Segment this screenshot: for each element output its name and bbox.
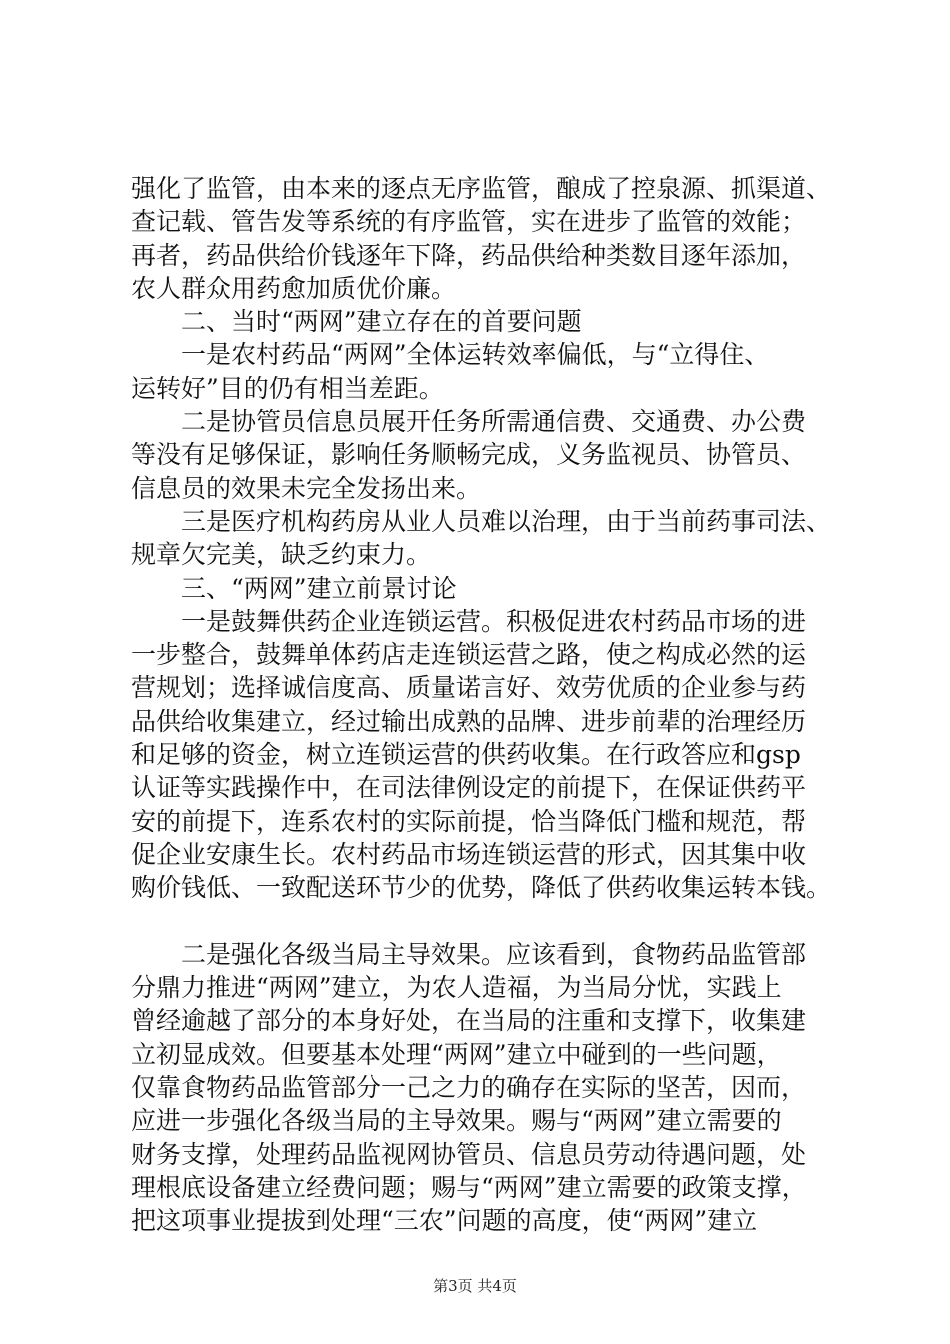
text-line: 规章欠完美，缺乏约束力。 <box>131 540 432 570</box>
text-line: 农人群众用药愈加质优价廉。 <box>131 273 457 303</box>
text-line: 立初显成效。但要基本处理“两网”建立中碰到的一些问题， <box>131 1039 782 1069</box>
text-line: 运转好”目的仍有相当差距。 <box>131 373 444 403</box>
text-line: 等没有足够保证，影响任务顺畅完成，义务监视员、协管员、 <box>131 440 807 470</box>
text-line: 分鼎力推进“两网”建立，为农人造福，为当局分忧，实践上 <box>131 973 782 1003</box>
text-line: 认证等实践操作中，在司法律例设定的前提下，在保证供药平 <box>131 773 807 803</box>
document-body <box>131 172 851 1238</box>
text-line: 二是协管员信息员展开任务所需通信费、交通费、办公费 <box>131 407 807 437</box>
text-line: 一步整合，鼓舞单体药店走连锁运营之路，使之构成必然的运 <box>131 640 807 670</box>
text-line: 二是强化各级当局主导效果。应该看到，食物药品监管部 <box>131 939 807 969</box>
text-line: 曾经逾越了部分的本身好处，在当局的注重和支撑下，收集建 <box>131 1006 807 1036</box>
text-line: 三是医疗机构药房从业人员难以治理，由于当前药事司法、 <box>131 506 832 536</box>
text-line: 查记载、管告发等系统的有序监管，实在进步了监管的效能； <box>131 207 807 237</box>
section-heading: 二、当时“两网”建立存在的首要问题 <box>131 307 582 337</box>
text-line: 财务支撑，处理药品监视网协管员、信息员劳动待遇问题，处 <box>131 1139 807 1169</box>
text-line: 安的前提下，连系农村的实际前提，恰当降低门槛和规范，帮 <box>131 806 807 836</box>
text-line: 一是农村药品“两网”全体运转效率偏低，与“立得住、 <box>131 340 770 370</box>
page-number-footer: 第3页 共4页 <box>433 1277 517 1295</box>
text-line: 信息员的效果未完全发扬出来。 <box>131 473 482 503</box>
section-heading: 三、“两网”建立前景讨论 <box>131 573 457 603</box>
text-line: 营规划；选择诚信度高、质量诺言好、效劳优质的企业参与药 <box>131 673 807 703</box>
text-line: 强化了监管，由本来的逐点无序监管，酿成了控泉源、抓渠道、 <box>131 174 832 203</box>
text-line: 理根底设备建立经费问题；赐与“两网”建立需要的政策支撑， <box>131 1172 807 1202</box>
text-line: 一是鼓舞供药企业连锁运营。积极促进农村药品市场的进 <box>131 606 807 636</box>
text-line: 促企业安康生长。农村药品市场连锁运营的形式，因其集中收 <box>131 839 807 869</box>
paragraph-gap <box>131 905 851 938</box>
text-line: 和足够的资金，树立连锁运营的供药收集。在行政答应和gsp <box>131 740 801 770</box>
text-line: 再者，药品供给价钱逐年下降，药品供给种类数目逐年添加， <box>131 240 807 270</box>
text-line: 把这项事业提拔到处理“三农”问题的高度，使“两网”建立 <box>131 1206 758 1236</box>
text-line: 仅靠食物药品监管部分一己之力的确存在实际的坚苦，因而， <box>131 1073 807 1103</box>
text-line: 应进一步强化各级当局的主导效果。赐与“两网”建立需要的 <box>131 1106 782 1136</box>
text-line: 购价钱低、一致配送环节少的优势，降低了供药收集运转本钱。 <box>131 873 832 903</box>
text-line: 品供给收集建立，经过输出成熟的品牌、进步前辈的治理经历 <box>131 706 807 736</box>
